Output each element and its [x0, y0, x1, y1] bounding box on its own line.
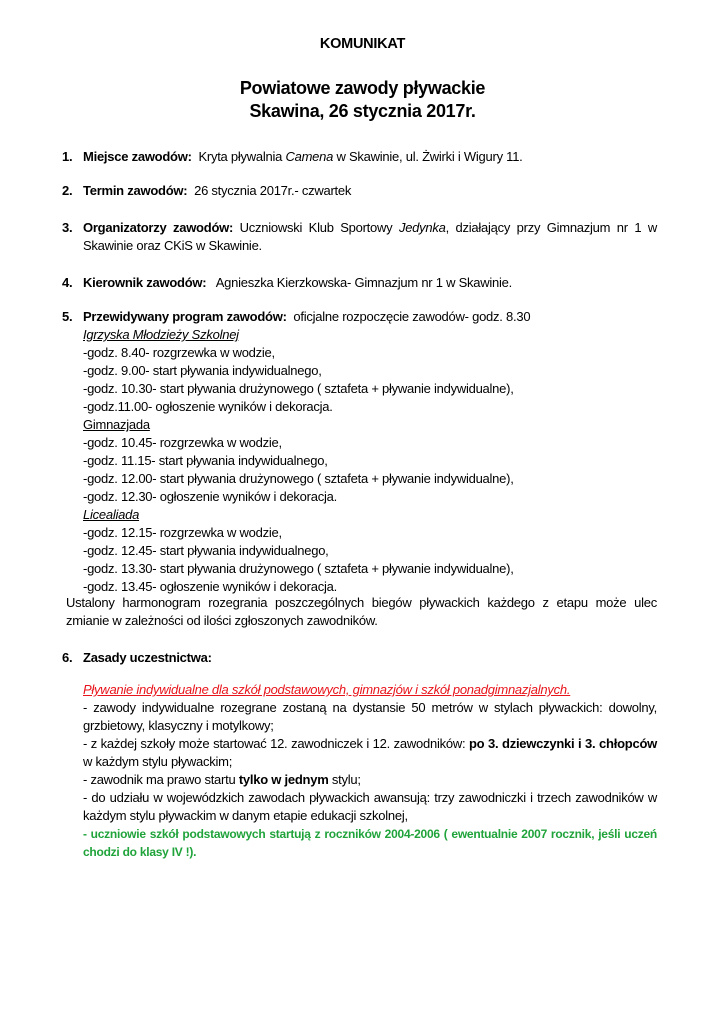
text: Kryta pływalnia — [198, 149, 286, 164]
section-program — [62, 308, 657, 596]
section-label: Termin zawodów: — [83, 183, 188, 198]
rule-highlight: - uczniowie szkół podstawowych startują z roczników 2004-2006 ( ewentualnie 2007 rocznik, jeśli uczeń chodzi do klasy IV !). — [83, 827, 657, 859]
rule: - do udziału w wojewódzkich zawodach pływackich awansują: trzy zawodniczki i trzech zawodników w każdym stylu pływackim w danym etapie edukacji szkolnej, — [83, 790, 657, 823]
group-heading: Gimnazjada — [83, 417, 150, 432]
section-number: 1. — [62, 149, 73, 164]
schedule-line: -godz. 10.45- rozgrzewka w wodzie, — [83, 435, 282, 450]
text: Agnieszka Kierzkowska- Gimnazjum nr 1 w Skawinie. — [215, 275, 512, 290]
schedule-line: -godz. 10.30- start pływania drużynowego ( sztafeta + pływanie indywidualne), — [83, 381, 514, 396]
subtitle-event: Powiatowe zawody pływackie — [239, 78, 486, 98]
subtitle-place-date: Skawina, 26 stycznia 2017r. — [249, 101, 476, 121]
emphasis: tylko w jednym — [238, 772, 329, 787]
section-label: Miejsce zawodów: — [83, 149, 192, 164]
text: 26 stycznia 2017r.- czwartek — [194, 183, 352, 198]
section-label: Przewidywany program zawodów: — [83, 309, 287, 324]
section-label: Organizatorzy zawodów: — [83, 220, 234, 235]
schedule-line: -godz. 9.00- start pływania indywidualnego, — [83, 363, 322, 378]
schedule-line: -godz. 8.40- rozgrzewka w wodzie, — [83, 345, 275, 360]
section-date — [62, 182, 657, 200]
section-number: 3. — [62, 220, 73, 235]
section-label: Zasady uczestnictwa: — [83, 650, 212, 665]
text: oficjalne rozpoczęcie zawodów- godz. 8.30 — [293, 309, 531, 324]
schedule-line: -godz. 12.15- rozgrzewka w wodzie, — [83, 525, 282, 540]
rule: - zawody indywidualne rozegrane zostaną na dystansie 50 metrów w stylach pływackich: dowolny, grzbietowy, klasyczny i motylkowy; — [83, 700, 657, 733]
section-number: 4. — [62, 275, 73, 290]
schedule-line: -godz. 12.45- start pływania indywidualnego, — [83, 543, 329, 558]
schedule-line: -godz. 12.00- start pływania drużynowego ( sztafeta + pływanie indywidualne), — [83, 471, 514, 486]
text: - z każdej szkoły może startować 12. zawodniczek i 12. zawodników: — [83, 736, 469, 751]
group-heading: Licealiada — [83, 507, 140, 522]
section-manager — [62, 274, 657, 292]
section-venue — [62, 148, 657, 166]
rule — [83, 735, 657, 771]
text: stylu; — [328, 772, 361, 787]
group-heading: Igrzyska Młodzieży Szkolnej — [83, 327, 239, 342]
rule — [83, 771, 657, 789]
venue-name: Camena — [285, 149, 334, 164]
text: Uczniowski Klub Sportowy — [233, 220, 399, 235]
section-organizers — [62, 219, 657, 255]
text: w każdym stylu pływackim; — [83, 754, 233, 769]
text: - zawodnik ma prawo startu — [83, 772, 239, 787]
section-label: Kierownik zawodów: — [83, 275, 207, 290]
schedule-line: -godz. 11.15- start pływania indywidualnego, — [83, 453, 328, 468]
text: , działający przy Gimnazjum nr 1 w Skawinie oraz CKiS w Skawinie. — [83, 220, 658, 253]
emphasis: po 3. dziewczynki i 3. chłopców — [468, 736, 657, 751]
schedule-line: -godz. 13.45- ogłoszenie wyników i dekoracja. — [83, 579, 337, 594]
schedule-line: -godz.11.00- ogłoszenie wyników i dekoracja. — [83, 399, 333, 414]
club-name: Jedynka — [398, 220, 446, 235]
section-number: 5. — [62, 309, 73, 324]
section-number: 2. — [62, 183, 73, 198]
document-title: KOMUNIKAT — [319, 36, 406, 52]
schedule-note: Ustalony harmonogram rozegrania poszczególnych biegów pływackich każdego z etapu może ulec zmianie w zależności od ilości zgłoszonych zawodników. — [66, 595, 657, 628]
section-rules — [62, 649, 657, 861]
rules-heading: Pływanie indywidualne dla szkół podstawowych, gimnazjów i szkół ponadgimnazjalnych. — [83, 682, 571, 697]
section-number: 6. — [62, 650, 73, 665]
text: w Skawinie, ul. Żwirki i Wigury 11. — [333, 149, 523, 164]
schedule-line: -godz. 13.30- start pływania drużynowego ( sztafeta + pływanie indywidualne), — [83, 561, 514, 576]
schedule-line: -godz. 12.30- ogłoszenie wyników i dekoracja. — [83, 489, 337, 504]
